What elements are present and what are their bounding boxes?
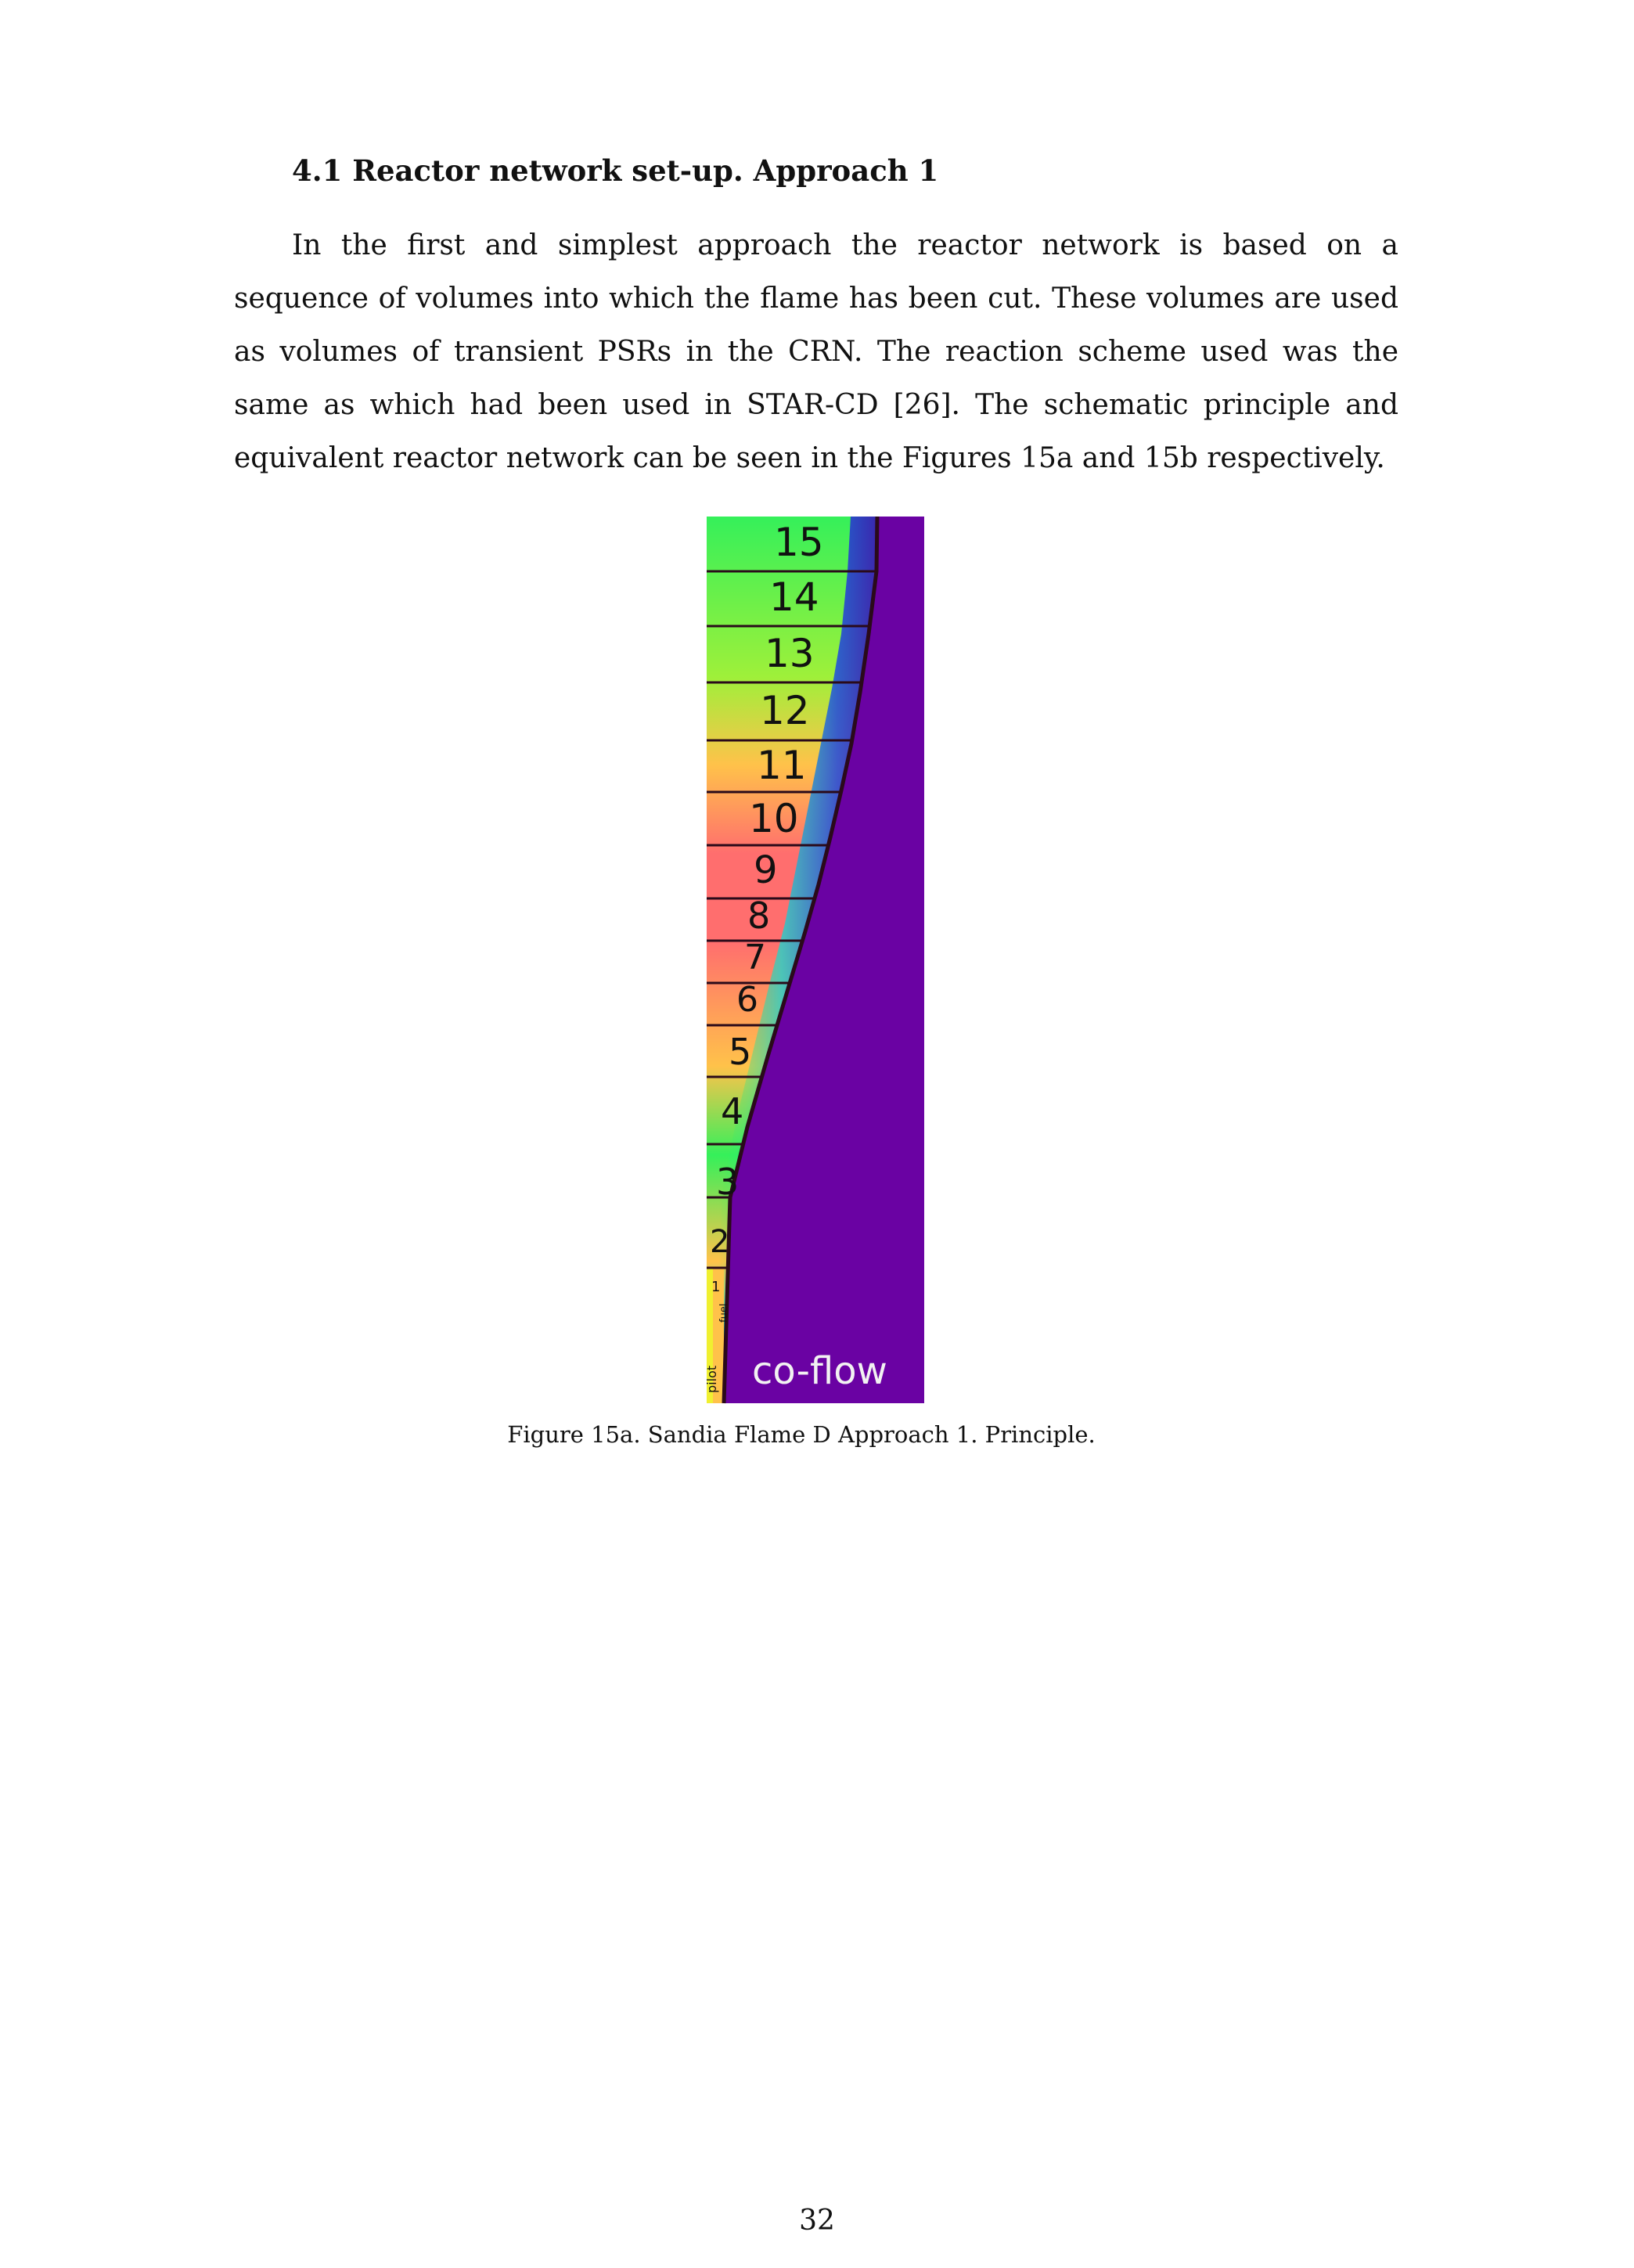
zone-label-2: 2 xyxy=(710,1224,730,1260)
body-paragraph: In the first and simplest approach the reactor network is based on a sequence of volumes into which the flame has been cut. These volumes are used as volumes of transient PSRs in the CRN. The reaction scheme used was the same as which had been used in STAR-CD [26]. The schematic principle and equivalent reactor network can be seen in the Figures 15a and 15b respectively. xyxy=(234,229,1398,474)
zone-label-9: 9 xyxy=(754,848,778,892)
zone-label-15: 15 xyxy=(774,520,824,565)
zone-label-12: 12 xyxy=(760,688,810,733)
zone-label-4: 4 xyxy=(721,1090,744,1132)
coflow-label: co-flow xyxy=(752,1349,887,1393)
zone-label-3: 3 xyxy=(716,1161,740,1203)
figure-15a xyxy=(704,517,924,1403)
zone-label-5: 5 xyxy=(729,1031,752,1073)
zone-label-8: 8 xyxy=(747,895,771,937)
page-number: 32 xyxy=(799,2205,835,2237)
zone-label-10: 10 xyxy=(749,796,799,841)
zone-label-7: 7 xyxy=(744,938,766,977)
section-heading: 4.1 Reactor network set-up. Approach 1 xyxy=(292,153,939,188)
zone-label-13: 13 xyxy=(765,631,815,676)
zone-label-6: 6 xyxy=(736,980,758,1020)
fuel-label: fuel xyxy=(718,1303,730,1323)
zone-label-1: 1 xyxy=(711,1279,721,1295)
pilot-label: pilot xyxy=(704,1365,719,1393)
figure-caption: Figure 15a. Sandia Flame D Approach 1. Principle. xyxy=(507,1421,1096,1448)
zone-label-14: 14 xyxy=(769,574,819,620)
zone-label-11: 11 xyxy=(757,743,807,788)
flame-diagram xyxy=(704,517,924,1403)
